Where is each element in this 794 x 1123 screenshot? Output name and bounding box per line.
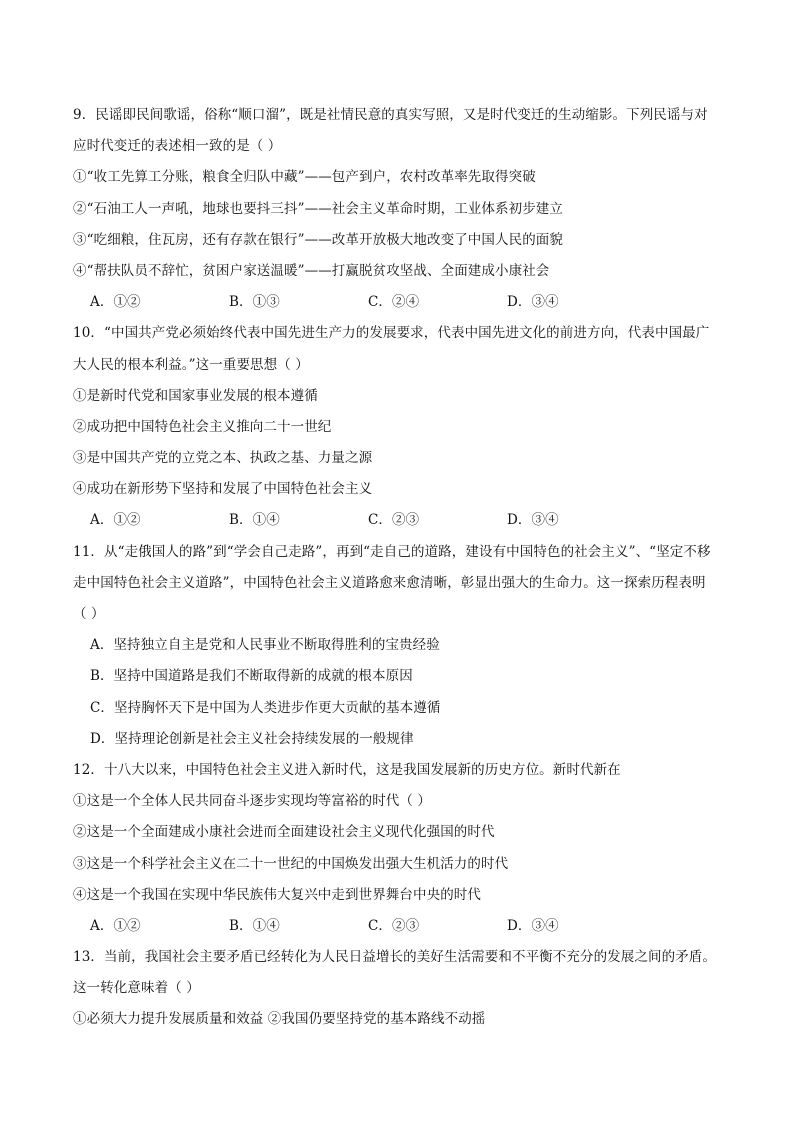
choice-c[interactable]: C．坚持胸怀天下是中国为人类进步作更大贡献的基本遵循 [90,699,441,716]
statement: ①必须大力提升发展质量和效益 ②我国仍要坚持党的基本路线不动摇 [73,1011,486,1028]
question-stem: 大人民的根本利益。”这一重要思想（ ） [73,356,309,373]
option-d[interactable]: D．③④ [507,917,559,934]
statement: ④“帮扶队员不辞忙，贫困户家送温暖”——打赢脱贫攻坚战、全面建成小康社会 [73,262,550,279]
statement: ④成功在新形势下坚持和发展了中国特色社会主义 [73,481,373,498]
question-stem: 13．当前，我国社会主要矛盾已经转化为人民日益增长的美好生活需要和不平衡不充分的发展之间的矛盾。 [73,949,716,966]
answer-options [73,911,723,942]
option-a[interactable]: A．①② [90,917,141,934]
option-b[interactable]: B．①③ [229,294,280,311]
question-stem: 走中国特色社会主义道路”，中国特色社会主义道路愈来愈清晰，彰显出强大的生命力。这一探索历程表明 [73,574,706,591]
question-stem: 9．民谣即民间歌谣，俗称“顺口溜”，既是社情民意的真实写照，又是时代变迁的生动缩影。下列民谣与对 [73,107,708,123]
statement: ③这是一个科学社会主义在二十一世纪的中国焕发出强大生机活力的时代 [73,855,509,872]
option-c[interactable]: C．②③ [368,512,420,529]
question-stem: 这一转化意味着（ ） [73,980,200,997]
statement: ③“吃细粮，住瓦房，还有存款在银行”——改革开放极大地改变了中国人民的面貌 [73,231,564,248]
answer-options [73,287,723,318]
question-10 [73,318,723,536]
question-11 [73,537,723,755]
question-stem: 应时代变迁的表述相一致的是（ ） [73,138,282,155]
choice-d[interactable]: D．坚持理论创新是社会主义社会持续发展的一般规律 [90,730,414,747]
statement: ①这是一个全体人民共同奋斗逐步实现均等富裕的时代（ ） [73,793,431,810]
choice-b[interactable]: B．坚持中国道路是我们不断取得新的成就的根本原因 [90,668,413,685]
question-12 [73,755,723,942]
option-b[interactable]: B．①④ [229,917,280,934]
option-a[interactable]: A．①② [90,512,141,529]
statement: ④这是一个我国在实现中华民族伟大复兴中走到世界舞台中央的时代 [73,886,481,903]
statement: ②这是一个全面建成小康社会进而全面建设社会主义现代化强国的时代 [73,824,495,841]
question-13 [73,942,723,1036]
question-stem: 11．从“走俄国人的路”到“学会自己走路”，再到“走自己的道路，建设有中国特色的社会主义”、“坚定不移 [73,543,711,560]
question-9 [73,100,723,318]
option-d[interactable]: D．③④ [507,294,559,311]
answer-options [73,505,723,536]
question-stem: （ ） [73,606,105,622]
option-d[interactable]: D．③④ [507,512,559,529]
option-a[interactable]: A．①② [90,294,141,311]
statement: ①是新时代党和国家事业发展的根本遵循 [73,387,318,404]
option-b[interactable]: B．①④ [229,512,280,529]
question-stem: 12．十八大以来，中国特色社会主义进入新时代，这是我国发展新的历史方位。新时代新在 [73,761,621,778]
option-c[interactable]: C．②③ [368,917,420,934]
exam-page [73,100,723,1036]
statement: ②“石油工人一声吼，地球也要抖三抖”——社会主义革命时期，工业体系初步建立 [73,200,564,217]
option-c[interactable]: C．②④ [368,294,420,311]
choice-a[interactable]: A．坚持独立自主是党和人民事业不断取得胜利的宝贵经验 [90,637,440,654]
statement: ①“收工先算工分账，粮食全归队中藏”——包产到户，农村改革率先取得突破 [73,169,536,186]
question-stem: 10．“中国共产党必须始终代表中国先进生产力的发展要求，代表中国先进文化的前进方向，代表中国最广 [73,325,710,342]
statement: ②成功把中国特色社会主义推向二十一世纪 [73,418,332,435]
statement: ③是中国共产党的立党之本、执政之基、力量之源 [73,450,373,467]
